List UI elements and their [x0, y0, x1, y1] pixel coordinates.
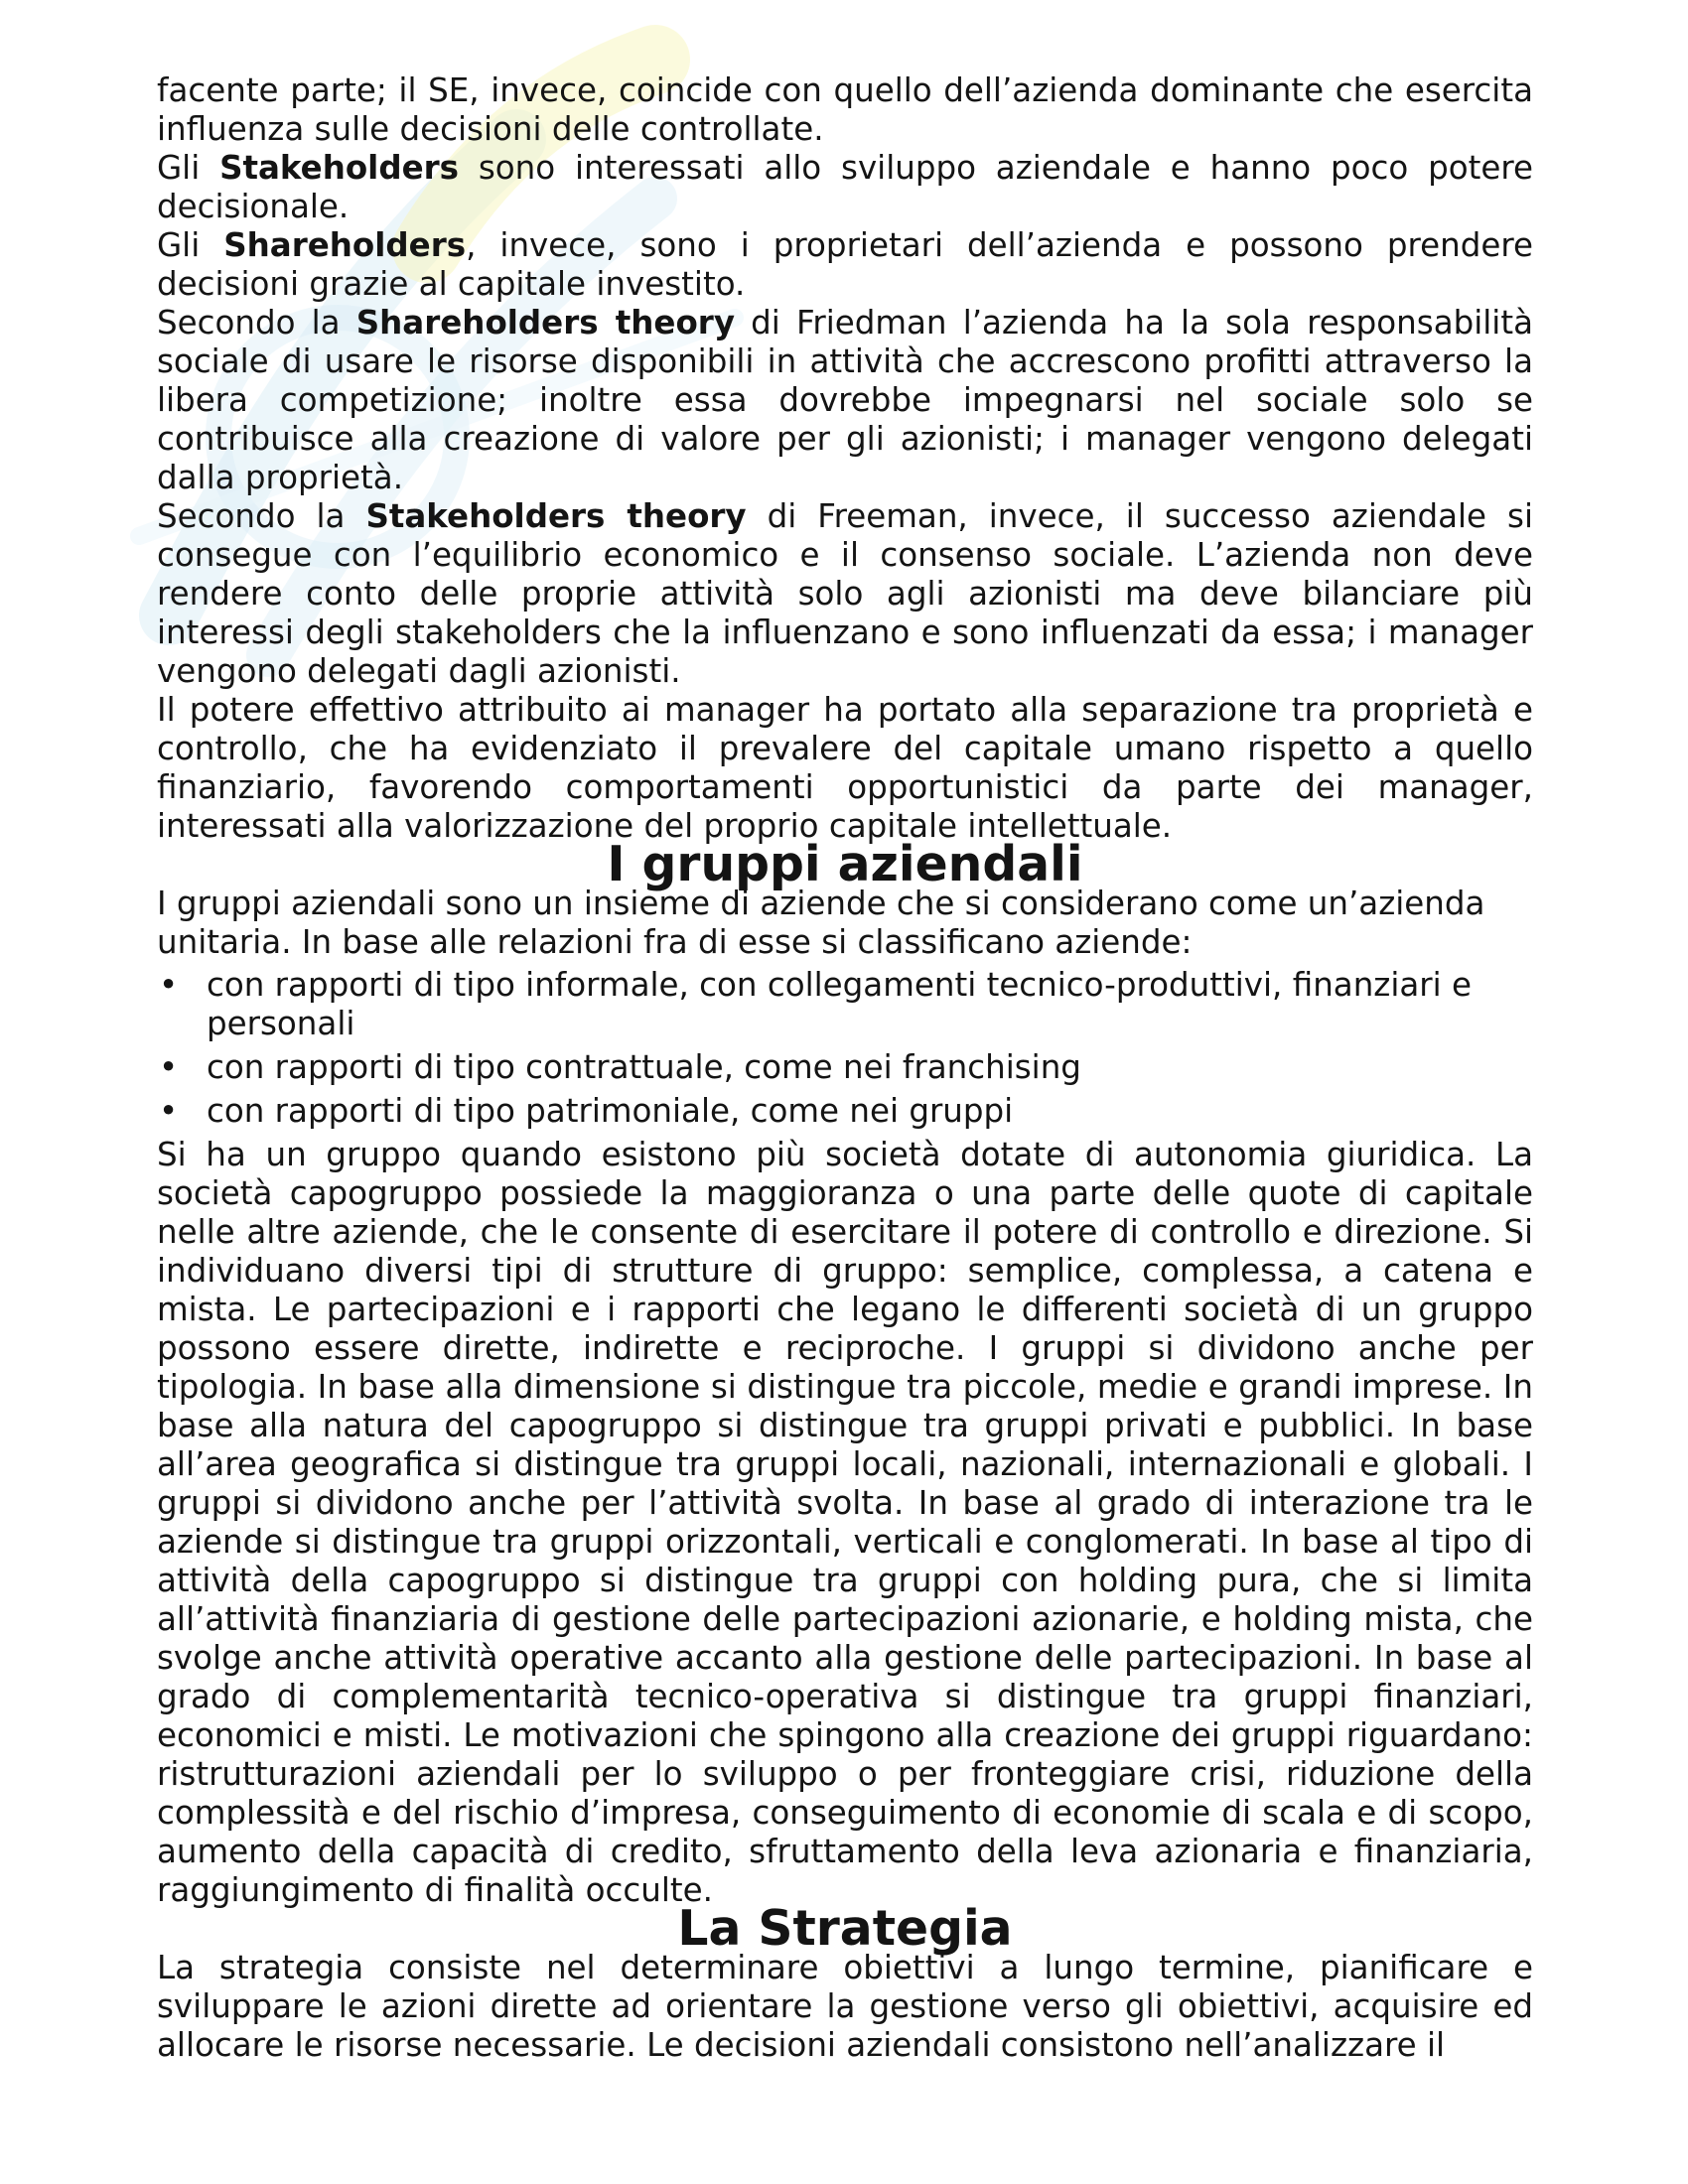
- term-shareholders-theory: Shareholders theory: [355, 304, 736, 341]
- bullet-icon: •: [159, 1048, 179, 1086]
- heading-strategia: La Strategia: [677, 1901, 1013, 1957]
- bullet-icon: •: [159, 966, 179, 1004]
- heading-gruppi-aziendali: I gruppi aziendali: [607, 837, 1083, 892]
- paragraph-se-dominante: facente parte; il SE, invece, coincide con quello dell’azienda dominante che esercita influenza sulle decisioni delle controllate.: [157, 71, 1533, 148]
- paragraph-gruppi-intro: I gruppi aziendali sono un insieme di aziende che si considerano come un’azienda unitaria. In base alle relazioni fra di esse si classificano aziende:: [157, 885, 1485, 961]
- bullet-list-relazioni: [157, 966, 1533, 1131]
- list-item: • con rapporti di tipo informale, con collegamenti tecnico-produttivi, finanziari e personali: [159, 966, 1473, 1042]
- term-shareholders: Shareholders: [223, 226, 467, 264]
- paragraph-shareholders-theory: Secondo la Shareholders theory di Friedman l’azienda ha la sola responsabilità sociale di usare le risorse disponibili in attività che accrescono profitti attraverso la libera competizione; inoltre essa dovrebbe impegnarsi nel sociale solo se contribuisce alla creazione di valore per gli azionisti; i manager vengono delegati dalla proprietà.: [157, 304, 1533, 496]
- paragraph-stakeholders: Gli Stakeholders sono interessati allo sviluppo aziendale e hanno poco potere decisionale.: [157, 149, 1533, 225]
- document-page: [157, 71, 1533, 2065]
- paragraph-gruppi-body: Si ha un gruppo quando esistono più società dotate di autonomia giuridica. La società capogruppo possiede la maggioranza o una parte delle quote di capitale nelle altre aziende, che le consente di esercitare il potere di controllo e direzione. Si individuano diversi tipi di strutture di gruppo: semplice, complessa, a catena e mista. Le partecipazioni e i rapporti che legano le differenti società di un gruppo possono essere dirette, indirette e reciproche. I gruppi si dividono anche per tipologia. In base alla dimensione si distingue tra piccole, medie e grandi imprese. In base alla natura del capogruppo si distingue tra gruppi privati e pubblici. In base all’area geografica si distingue tra gruppi locali, nazionali, internazionali e globali. I gruppi si dividono anche per l’attività svolta. In base al grado di interazione tra le aziende si distingue tra gruppi orizzontali, verticali e conglomerati. In base al tipo di attività della capogruppo si distingue tra gruppi con holding pura, che si limita all’attività finanziaria di gestione delle partecipazioni azionarie, e holding mista, che svolge anche attività operative accanto alla gestione delle partecipazioni. In base al grado di complementarità tecnico-operativa si distingue tra gruppi finanziari, economici e misti. Le motivazioni che spingono alla creazione dei gruppi riguardano: ristrutturazioni aziendali per lo sviluppo o per fronteggiare crisi, riduzione della complessità e del rischio d’impresa, conseguimento di economie di scala e di scopo, aumento della capacità di credito, sfruttamento della leva azionaria e finanziaria, raggiungimento di finalità occulte.: [157, 1136, 1533, 1909]
- paragraph-potere-manager: Il potere effettivo attribuito ai manager ha portato alla separazione tra proprietà e controllo, che ha evidenziato il prevalere del capitale umano rispetto a quello finanziario, favorendo comportamenti opportunistici da parte dei manager, interessati alla valorizzazione del proprio capitale intellettuale.: [157, 691, 1533, 845]
- term-stakeholders-theory: Stakeholders theory: [365, 497, 747, 535]
- term-stakeholders: Stakeholders: [219, 149, 460, 187]
- paragraph-shareholders: Gli Shareholders, invece, sono i proprietari dell’azienda e possono prendere decisioni grazie al capitale investito.: [157, 226, 1534, 303]
- paragraph-stakeholders-theory: Secondo la Stakeholders theory di Freeman, invece, il successo aziendale si consegue con l’equilibrio economico e il consenso sociale. L’azienda non deve rendere conto delle proprie attività solo agli azionisti ma deve bilanciare più interessi degli stakeholders che la influenzano e sono influenzati da essa; i manager vengono delegati dagli azionisti.: [157, 497, 1533, 690]
- list-item: • con rapporti di tipo contrattuale, come nei franchising: [159, 1048, 1081, 1086]
- bullet-icon: •: [159, 1092, 179, 1130]
- list-item: • con rapporti di tipo patrimoniale, come nei gruppi: [159, 1092, 1014, 1130]
- paragraph-strategia-body: La strategia consiste nel determinare obiettivi a lungo termine, pianificare e sviluppare le azioni dirette ad orientare la gestione verso gli obiettivi, acquisire ed allocare le risorse necessarie. Le decisioni aziendali consistono nell’analizzare il: [157, 1949, 1533, 2064]
